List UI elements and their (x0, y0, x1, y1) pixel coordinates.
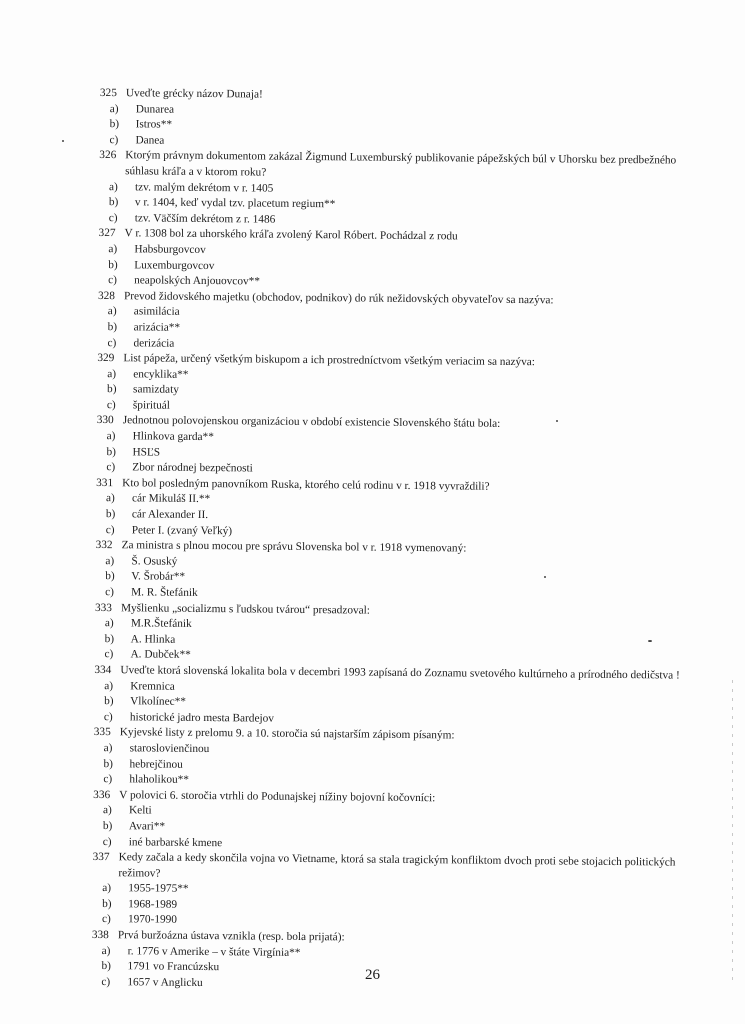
option-letter: a) (102, 804, 112, 817)
option-letter: c) (105, 586, 114, 599)
option-letter: a) (108, 180, 118, 193)
question-text: V r. 1308 bol za uhorského kráľa zvolený Karol Róbert. Pochádzal z rodu (124, 227, 458, 243)
option-text: hebrejčinou (129, 757, 183, 771)
question-item (93, 725, 694, 793)
option-letter: b) (103, 757, 113, 770)
question-text: Kedy začala a kedy skončila vojna vo Vietname, ktorá sa stala tragickým konfliktom dvoch proti sebe stojacich politických režimov? (118, 851, 676, 880)
question-text: Prvá buržoázna ústava vznikla (resp. bola prijatá): (117, 929, 345, 944)
question-item (97, 289, 698, 357)
option-letter: a) (109, 102, 119, 115)
option-text: M. R. Štefánik (131, 586, 198, 599)
question-text: V polovici 6. storočia vtrhli do Podunajskej nížiny bojovní kočovníci: (119, 788, 436, 804)
option-letter: c) (103, 773, 113, 786)
option-text: 1968-1989 (128, 898, 178, 911)
option-text: Kelti (128, 804, 152, 817)
question-item (98, 226, 699, 294)
question-item (99, 148, 700, 232)
option-text: 1955-1975** (128, 882, 189, 896)
question-item (95, 538, 696, 606)
option-text: Vlkolínec** (130, 695, 187, 709)
option-letter: a) (104, 617, 114, 630)
question-number: 331 (96, 476, 114, 489)
option-letter: b) (105, 570, 115, 583)
question-text: Ktorým právnym dokumentom zakázal Žigmund Luxemburský publikovanie pápežských búl v Uhorsku bez predbežného súhlasu kráľa a v ktorom roku? (125, 149, 677, 179)
question-item (96, 476, 697, 544)
option-letter: a) (103, 742, 113, 755)
option-letter: c) (101, 975, 111, 988)
option-letter: c) (106, 398, 116, 412)
option-text: Š. Osuský (131, 555, 178, 568)
option-text: cár Alexander II. (131, 508, 209, 522)
scan-speck (556, 420, 558, 422)
option-letter: b) (108, 258, 118, 271)
question-text: Uveďte ktorá slovenská lokalita bola v decembri 1993 zapísaná do Zoznamu svetového kultúrneho a prírodného dedičstva ! (120, 664, 680, 682)
scan-speck (62, 140, 64, 142)
question-number: 326 (99, 149, 117, 162)
question-number: 332 (95, 539, 113, 552)
question-item (94, 601, 695, 669)
question-item (96, 413, 697, 481)
option-text: cár Mikuláš II.** (131, 492, 211, 506)
option-text: špirituál (132, 399, 171, 412)
option-text: v r. 1404, keď vydal tzv. placetum regium** (134, 196, 336, 211)
option-text: Avari** (128, 820, 166, 833)
option-letter: b) (105, 508, 116, 521)
option-letter: c) (101, 913, 111, 926)
option-letter: a) (107, 367, 117, 380)
option-text: samizdaty (133, 383, 179, 397)
option-letter: b) (104, 632, 115, 645)
option-text: Zbor národnej bezpečnosti (132, 461, 253, 475)
question-item (99, 86, 700, 154)
option-letter: b) (102, 819, 113, 833)
option-letter: b) (104, 695, 114, 708)
question-number: 334 (94, 663, 112, 677)
question-text: Kto bol posledným panovníkom Ruska, ktorého celú rodinu v r. 1918 vyvraždili? (122, 477, 490, 493)
option-text: iné barbarské kmene (128, 835, 223, 849)
question-number: 335 (93, 726, 111, 739)
option-letter: b) (109, 118, 120, 131)
question-number: 330 (96, 414, 114, 427)
option-text: 1970-1990 (127, 913, 178, 927)
option-text: Kremnica (130, 679, 175, 693)
scan-edge-mark (732, 680, 733, 980)
option-letter: c) (103, 710, 113, 723)
question-text: Jednotnou polovojenskou organizáciou v období existencie Slovenského štátu bola: (122, 414, 501, 431)
page-number: 26 (365, 967, 380, 983)
question-number: 327 (98, 227, 116, 240)
option-letter: b) (108, 196, 119, 209)
question-number: 338 (91, 929, 109, 942)
option-letter: b) (107, 383, 117, 396)
option-letter: a) (105, 554, 115, 567)
question-number: 336 (93, 788, 111, 801)
question-number: 325 (99, 86, 117, 100)
option-text: A. Hlinka (130, 633, 176, 646)
option-letter: a) (104, 679, 114, 692)
option-letter: a) (106, 430, 116, 443)
option-text: hlaholikou** (129, 773, 190, 787)
question-text: Kyjevské listy z prelomu 9. a 10. storočia sú najstarším zápisom písaným: (119, 726, 455, 742)
option-text: Habsburgovcov (134, 243, 206, 256)
question-item (94, 663, 695, 731)
option-letter: c) (102, 835, 112, 848)
option-text: staroslovienčinou (129, 742, 210, 756)
option-letter: c) (106, 461, 116, 474)
option-text: Luxemburgovcov (134, 258, 215, 272)
option-letter: c) (105, 523, 115, 536)
option-letter: a) (101, 944, 111, 957)
question-list (91, 86, 700, 996)
option-text: neapolských Anjouovcov** (134, 274, 261, 288)
option-text: HSĽS (132, 445, 161, 459)
option-text: derizácia (133, 336, 175, 350)
question-text: Prevod židovského majetku (obchodov, podnikov) do rúk nežidovských obyvateľov sa nazýva: (123, 289, 554, 307)
question-item (97, 351, 698, 419)
option-letter: c) (108, 274, 117, 287)
question-item (91, 928, 692, 996)
option-letter: b) (106, 445, 116, 458)
question-number: 333 (94, 601, 113, 614)
option-letter: a) (107, 305, 117, 318)
option-text: 1791 vo Francúzsku (127, 960, 220, 974)
option-text: r. 1776 v Amerike – v štáte Virgínia** (127, 944, 301, 959)
option-letter: a) (102, 882, 112, 895)
option-text: V. Šrobár** (131, 570, 186, 584)
option-letter: c) (107, 336, 117, 349)
option-text: tzv. malým dekrétom v r. 1405 (134, 180, 274, 195)
scan-speck (648, 640, 652, 642)
option-text: Hlinkova garda** (132, 430, 214, 444)
option-letter: b) (102, 897, 112, 911)
option-letter: a) (108, 243, 118, 256)
scan-speck (544, 576, 546, 578)
option-text: M.R.Štefánik (130, 617, 192, 631)
option-letter: b) (107, 320, 118, 334)
option-letter: c) (109, 133, 119, 146)
option-letter: b) (101, 960, 112, 973)
question-number: 329 (97, 352, 115, 365)
option-text: 1657 v Anglicku (127, 976, 203, 989)
question-text: Uveďte grécky názov Dunaja! (125, 87, 263, 101)
option-letter: c) (104, 648, 114, 661)
option-text: Danea (135, 134, 165, 147)
option-text: Peter I. (zvaný Veľký) (131, 523, 233, 537)
option-text: A. Dubček** (130, 648, 191, 662)
question-number: 337 (92, 851, 110, 864)
question-text: Za ministra s plnou mocou pre správu Slovenska bol v r. 1918 vymenovaný: (121, 539, 467, 555)
question-item (92, 850, 693, 934)
option-letter: a) (105, 492, 115, 505)
question-text: List pápeža, určený všetkým biskupom a ich prostredníctvom všetkým veriacim sa nazýva: (123, 352, 536, 369)
option-text: arizácia** (133, 321, 181, 334)
option-text: encyklika** (133, 368, 189, 381)
option-text: asimilácia (133, 305, 180, 319)
option-text: Dunarea (135, 102, 175, 116)
option-letter: c) (108, 211, 118, 224)
option-text: historické jadro mesta Bardejov (129, 711, 274, 725)
option-text: tzv. Väčším dekrétom z r. 1486 (134, 212, 276, 226)
question-item (93, 788, 694, 856)
question-number: 328 (97, 289, 115, 302)
option-text: Istros** (135, 118, 173, 131)
question-text: Myšlienku „socializmu s ľudskou tvárou“ presadzoval: (120, 601, 371, 617)
